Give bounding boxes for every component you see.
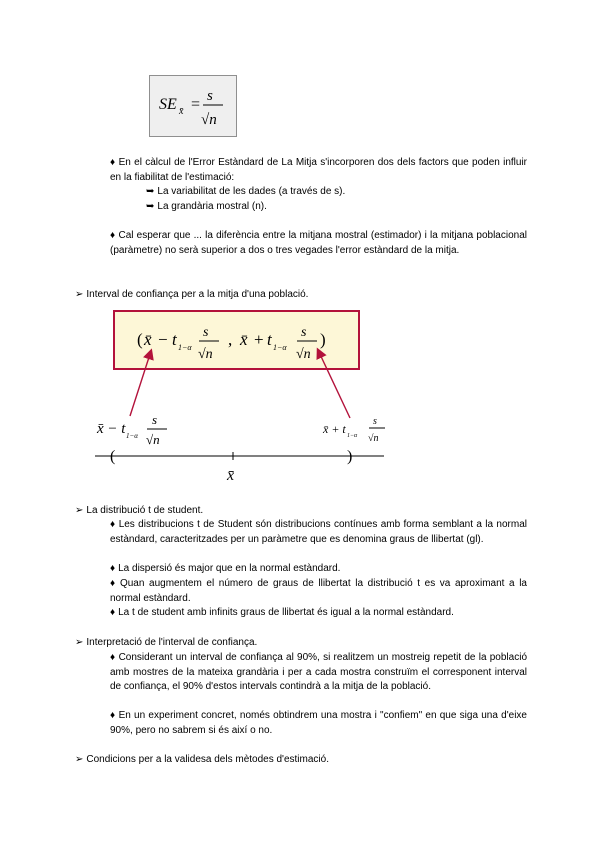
interpretation-bullet <box>110 651 527 695</box>
interpretation-bullet <box>110 709 527 738</box>
right-bound-arrow <box>318 350 350 418</box>
curved-arrow-icon: ➥ <box>146 186 155 197</box>
ci-plus: + <box>254 330 264 349</box>
diamond-bullet-icon: ♦ <box>110 519 116 530</box>
ci-t-left: t <box>172 330 177 349</box>
t-distribution-bullet <box>110 518 527 547</box>
factor-variability: La variabilitat de les dades (a través de s). <box>157 186 346 197</box>
section-arrow-icon: ➢ <box>75 637 84 648</box>
section-arrow-icon: ➢ <box>75 289 84 300</box>
ci-open-paren: ( <box>137 330 143 349</box>
section-heading-t-distribution <box>75 504 203 519</box>
se-lhs-subscript: x̄ <box>179 106 184 117</box>
diamond-bullet-icon: ♦ <box>110 578 117 589</box>
bullet-text: En un experiment concret, només obtindrem una mostra i "confiem" en que siga una d'eixe 90%, pero no sabrem si és així o no. <box>110 710 527 736</box>
factor-sample-size: La grandària mostral (n). <box>157 201 267 212</box>
diamond-bullet-icon: ♦ <box>110 563 116 574</box>
diamond-bullet-icon: ♦ <box>110 157 116 168</box>
ci-t-sub-left: 1−α <box>178 343 192 352</box>
left-bound-subscript: 1−α <box>126 432 138 440</box>
interval-number-line-diagram <box>85 330 395 485</box>
left-bound-label: x̄ − t <box>97 421 126 437</box>
number-line-center-label: x̄ <box>227 467 235 484</box>
expectation-paragraph <box>110 229 527 258</box>
diamond-bullet-icon: ♦ <box>110 607 116 618</box>
curved-arrow-icon: ➥ <box>146 201 155 212</box>
ci-sqrt-n-left: √n <box>198 347 213 362</box>
standard-error-formula-svg <box>150 76 236 136</box>
ci-sqrt-n-right: √n <box>296 347 311 362</box>
bullet-text: Quan augmentem el número de graus de llibertat la distribució t es va aproximant a la normal estàndard. <box>110 578 527 604</box>
factor-item <box>146 185 345 200</box>
ci-minus: − <box>158 330 168 349</box>
bullet-text: La t de student amb infinits graus de llibertat és igual a la normal estàndard. <box>118 607 454 618</box>
section-title: Interval de confiança per a la mitja d'una població. <box>86 289 309 300</box>
section-heading-validity-conditions <box>75 753 329 768</box>
factor-item <box>146 200 267 215</box>
se-numerator: s <box>207 88 213 104</box>
section-heading-interpretation <box>75 636 257 651</box>
left-bound-s: s <box>152 412 158 427</box>
section-title: Interpretació de l'interval de confiança. <box>86 637 258 648</box>
ci-t-sub-right: 1−α <box>273 343 287 352</box>
interval-right-bracket: ) <box>347 448 353 465</box>
section-title: La distribució t de student. <box>86 505 204 516</box>
ci-xbar-left: x̄ <box>144 330 152 349</box>
diamond-bullet-icon: ♦ <box>110 230 116 241</box>
ci-t-right: t <box>267 330 272 349</box>
standard-error-formula <box>149 75 237 137</box>
ci-s-right: s <box>301 325 307 340</box>
expectation-text: Cal esperar que ... la diferència entre la mitjana mostral (estimador) i la mitjana poblacional (paràmetre) no serà superior a dos o tres vegades l'error estàndard de la mitja. <box>110 230 527 256</box>
bullet-text: Les distribucions t de Student són distribucions contínues amb forma semblant a la normal estàndard, caracteritzades per un paràmetre que es denomina graus de llibertat (gl). <box>110 519 527 545</box>
left-bound-arrow <box>130 351 151 416</box>
ci-close-paren: ) <box>320 330 326 349</box>
bullet-text: Considerant un interval de confiança al 90%, si realitzem un mostreig repetit de la població amb mostres de la mateixa grandària i per a cada mostra construïm el corresponent interval de confiança, el 90% d'estos intervals contindrà a la mitja de la població. <box>110 652 528 693</box>
se-lhs: SE <box>159 96 177 113</box>
right-bound-sqrt-n: √n <box>368 433 379 444</box>
section-heading-confidence-interval <box>75 288 308 303</box>
section-title: Condicions per a la validesa dels mètodes d'estimació. <box>86 754 329 765</box>
diamond-bullet-icon: ♦ <box>110 652 116 663</box>
se-denominator: √n <box>201 112 217 128</box>
t-distribution-bullet <box>110 562 527 577</box>
t-distribution-bullet <box>110 577 527 606</box>
right-bound-subscript: 1−α <box>347 433 358 439</box>
t-distribution-bullet <box>110 606 527 621</box>
se-equals: = <box>191 96 201 113</box>
section-arrow-icon: ➢ <box>75 505 84 516</box>
right-bound-s: s <box>373 416 377 427</box>
ci-comma: , <box>228 330 233 349</box>
ci-xbar-right: x̄ <box>240 330 248 349</box>
se-factors-text: En el càlcul de l'Error Estàndard de La Mitja s'incorporen dos dels factors que poden influir en la fiabilitat de l'estimació: <box>110 157 528 183</box>
section-arrow-icon: ➢ <box>75 754 84 765</box>
right-bound-label: x̄ + t <box>323 422 346 436</box>
interval-left-bracket: ( <box>110 448 116 465</box>
bullet-text: La dispersió és major que en la normal estàndard. <box>118 563 341 574</box>
diamond-bullet-icon: ♦ <box>110 710 116 721</box>
ci-s-left: s <box>203 325 209 340</box>
se-factors-paragraph <box>110 156 527 185</box>
left-bound-sqrt-n: √n <box>146 432 160 447</box>
